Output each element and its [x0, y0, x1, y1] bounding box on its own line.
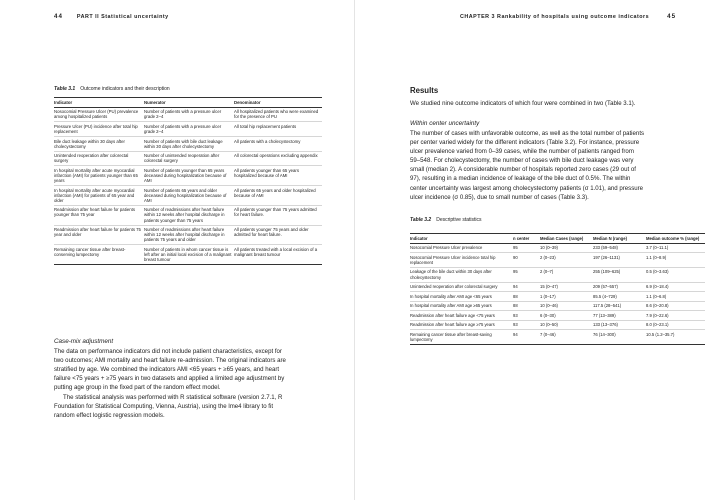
software-line: The statistical analysis was performed with R statistical software (version 2.7.1, R: [63, 394, 283, 401]
table-cell: In hospital mortality after AMI age <65 years: [410, 292, 513, 302]
t2-header-cell: n center: [513, 234, 540, 244]
table-3-2-caption: [410, 217, 482, 223]
table-cell: 3.7 (0–11.1): [646, 243, 705, 253]
results-heading: Results: [410, 86, 439, 95]
table-row: [410, 253, 705, 268]
within-line: The number of cases with unfavorable outcome, as well as the total number of patients: [410, 130, 645, 137]
software-line: Foundation for Statistical Computing, Vienna, Austria), using the lme4 library to fit: [54, 403, 274, 411]
right-page-number: 45: [667, 13, 677, 20]
table-cell: 10 (0–39): [540, 243, 593, 253]
table-cell: 6 (0–30): [540, 311, 593, 321]
table-cell: 1 (0–17): [540, 292, 593, 302]
left-page: [0, 0, 354, 500]
table-cell: Bile duct leakage within 30 days after cholecystectomy: [54, 136, 144, 151]
table-cell: 10.5 (1.2–35.7): [646, 330, 705, 345]
table-cell: Pressure Ulcer (PU) incidence after total hip replacement: [54, 122, 144, 137]
table-cell: Readmission after heart failure age <75 years: [410, 311, 513, 321]
table-cell: Unintended reoperation after colorectal surgery: [54, 151, 144, 166]
table-3-2-title: Descriptive statistics: [436, 217, 482, 223]
table-row: [410, 320, 705, 330]
table-cell: All colorectal operations excluding appendix: [234, 151, 322, 166]
table-cell: All total hip replacement patients: [234, 122, 322, 137]
table-cell: 95: [513, 243, 540, 253]
table-3-1-title: Outcome indicators and their description: [80, 86, 170, 92]
software-line: random effect logistic regression models.: [54, 412, 165, 420]
left-page-number: 44: [54, 13, 63, 20]
right-page: [355, 0, 709, 500]
table-row: [54, 205, 322, 225]
left-part-title: PART II Statistical uncertainty: [76, 14, 169, 20]
t2-header-cell: Median Cases (range): [540, 234, 593, 244]
table-cell: All patients with a cholecystectomy: [234, 136, 322, 151]
table-row: [54, 225, 322, 245]
table-row: [54, 122, 322, 137]
table-cell: Number of patients younger than 65 years deceased during hospitalization because of AMI: [144, 166, 234, 186]
table-row: [410, 282, 705, 292]
table-cell: In hospital mortality after acute myocardial infarction (AMI) for patients of 65 year and older: [54, 186, 144, 206]
table-cell: Number of patients with a pressure ulcer grade 2–4: [144, 107, 234, 122]
table-cell: Unintended reoperation after colorectal surgery: [410, 282, 513, 292]
t1-header-cell: Numerator: [144, 98, 234, 108]
within-line: 97), resulting in a median incidence of leakage of the bile duct of 0.5%. The within: [410, 175, 631, 183]
table-3-2: [410, 233, 705, 345]
table-cell: Number of patients 65 years and older deceased during hospitalization because of AMI: [144, 186, 234, 206]
table-cell: 77 (13–389): [593, 311, 646, 321]
t2-header-cell: Median outcome % (range): [646, 234, 705, 244]
case-mix-line: stratified by age. We combined the indicators AMI <65 years + ≥65 years, and heart: [54, 366, 280, 374]
table-cell: All patients younger 75 years and older admitted for heart failure.: [234, 225, 322, 245]
within-center-paragraph: [410, 129, 708, 202]
table-cell: All hospitalized patients who were examined for the presence of PU: [234, 107, 322, 122]
table-cell: In hospital mortality after AMI age ≥65 years: [410, 301, 513, 311]
t2-header-cell: Median N (range): [593, 234, 646, 244]
table-cell: 1.1 (0–6.8): [646, 292, 705, 302]
table-cell: 76 (14–300): [593, 330, 646, 345]
within-center-heading: Within center uncertainty: [410, 120, 480, 127]
table-cell: 8.6 (0–20.8): [646, 301, 705, 311]
table-cell: 0.5 (0–3.63): [646, 267, 705, 282]
case-mix-paragraph: [54, 347, 354, 392]
table-row: [410, 301, 705, 311]
case-mix-line: two outcomes; AMI mortality and heart failure re-admission. The original indicators are: [54, 357, 286, 365]
table-cell: 255 (109–625): [593, 267, 646, 282]
table-cell: Number of patients with a pressure ulcer grade 2–4: [144, 122, 234, 137]
table-cell: All patients younger than 65 years hospitalized because of AMI: [234, 166, 322, 186]
table-cell: 1.1 (0–8.9): [646, 253, 705, 268]
table-cell: 6.9 (0–18.4): [646, 282, 705, 292]
table-cell: 2 (0–7): [540, 267, 593, 282]
results-intro: We studied nine outcome indicators of which four were combined in two (Table 3.1).: [410, 100, 636, 107]
table-cell: 15 (0–47): [540, 282, 593, 292]
case-mix-line: failure <75 years + ≥75 years in two datasets and applied a limited age adjustment by: [54, 375, 285, 383]
table-cell: 93: [513, 320, 540, 330]
table-cell: Readmission after heart failure for patients 75 year and older: [54, 225, 144, 245]
table-cell: 2 (0–23): [540, 253, 593, 268]
table-cell: Readmission after heart failure for patients younger than 75 year: [54, 205, 144, 225]
table-cell: Remaining cancer tissue after breast-saving lumpectomy: [410, 330, 513, 345]
right-running-head: [456, 13, 676, 20]
table-cell: 94: [513, 282, 540, 292]
table-cell: Remaining cancer tissue after breast-conserving lumpectomy: [54, 245, 144, 265]
table-row: [410, 267, 705, 282]
table-cell: 209 (57–557): [593, 282, 646, 292]
table-cell: Number of patients in whom cancer tissue is left after an initial local excision of a malignant breast tumour: [144, 245, 234, 265]
table-3-1-label: Table 3.1: [54, 86, 76, 92]
case-mix-heading: Case-mix adjustment: [54, 338, 114, 345]
table-cell: In hospital mortality after acute myocardial infarction (AMI) for patients younger than 65 years: [54, 166, 144, 186]
table-cell: 90: [513, 253, 540, 268]
table-cell: Number of unintended reoperation after colorectal surgery: [144, 151, 234, 166]
table-cell: Nosocomial Pressure Ulcer (PU) prevalence among hospitalized patients: [54, 107, 144, 122]
table-row: [54, 136, 322, 151]
table-row: [410, 292, 705, 302]
table-cell: Nosocomial Pressure Ulcer incidence total hip replacement: [410, 253, 513, 268]
table-row: [54, 186, 322, 206]
table-cell: 10 (0–50): [540, 320, 593, 330]
table-cell: Nosocomial Pressure Ulcer prevalence: [410, 243, 513, 253]
table-cell: All patients younger than 75 years admitted for heart failure.: [234, 205, 322, 225]
table-cell: 197 (26–1131): [593, 253, 646, 268]
table-row: [410, 311, 705, 321]
right-chapter-title: CHAPTER 3 Rankability of hospitals using outcome indicators: [460, 14, 650, 20]
table-cell: Number of readmissions after heart failure within 12 weeks after hospital discharge in patients younger than 75 years: [144, 205, 234, 225]
table-cell: All patients treated with a local excision of a malignant breast tumour: [234, 245, 322, 265]
within-line: 59–548. For cholecystectomy, the number of cases with bile duct leakage was very: [410, 157, 634, 165]
table-3-1-caption: [54, 86, 170, 92]
table-cell: 93: [513, 311, 540, 321]
t1-header-cell: Indicator: [54, 98, 144, 108]
within-line: ulcer prevalence varied from 0–39 cases, while the number of patients ranged from: [410, 148, 634, 156]
table-cell: 8.0 (0–23.1): [646, 320, 705, 330]
table-cell: 94: [513, 330, 540, 345]
case-mix-line: The data on performance indicators did not include patient characteristics, except for: [54, 348, 282, 355]
table-cell: Leakage of the bile duct within 30 days after cholecystectomy: [410, 267, 513, 282]
table-cell: 10 (0–46): [540, 301, 593, 311]
table-cell: 7 (0–46): [540, 330, 593, 345]
within-line: small (median 2). A considerable number of hospitals reported zero cases (29 out of: [410, 166, 636, 174]
table-cell: 85.5 (4–729): [593, 292, 646, 302]
table-cell: All patients 65 years and older hospitalized because of AMI: [234, 186, 322, 206]
table-3-2-label: Table 3.2: [410, 217, 432, 223]
table-cell: Number of readmissions after heart failure within 12 weeks after hospital discharge in patients 75 years and older: [144, 225, 234, 245]
table-cell: 233 (59–548): [593, 243, 646, 253]
within-line: center uncertainty was largest among cholecystectomy patients (σ 1.01), and pressure: [410, 184, 644, 192]
table-cell: Number of patients with bile duct leakage within 30 days after cholecystectomy: [144, 136, 234, 151]
table-cell: 95: [513, 267, 540, 282]
software-paragraph: [54, 393, 354, 420]
table-cell: 88: [513, 301, 540, 311]
table-row: [54, 151, 322, 166]
table-cell: 117.5 (28–541): [593, 301, 646, 311]
table-row: [54, 107, 322, 122]
t1-header-cell: Denominator: [234, 98, 322, 108]
within-line: ulcer incidence (σ 0.85), due to small number of cases (Table 3.3).: [410, 193, 589, 201]
table-cell: 88: [513, 292, 540, 302]
table-row: [410, 243, 705, 253]
table-row: [54, 166, 322, 186]
table-row: [54, 245, 322, 265]
table-cell: Readmission after heart failure age ≥75 years: [410, 320, 513, 330]
table-row: [410, 330, 705, 345]
within-line: per center varied widely for the different indicators (Table 3.2). For instance, pressure: [410, 139, 640, 147]
table-cell: 7.9 (0–22.6): [646, 311, 705, 321]
table-cell: 133 (13–376): [593, 320, 646, 330]
table-3-1: [54, 97, 322, 265]
t2-header-cell: Indicator: [410, 234, 513, 244]
case-mix-line: putting age group in the fixed part of the random effect model.: [54, 384, 221, 392]
left-running-head: [54, 13, 173, 20]
